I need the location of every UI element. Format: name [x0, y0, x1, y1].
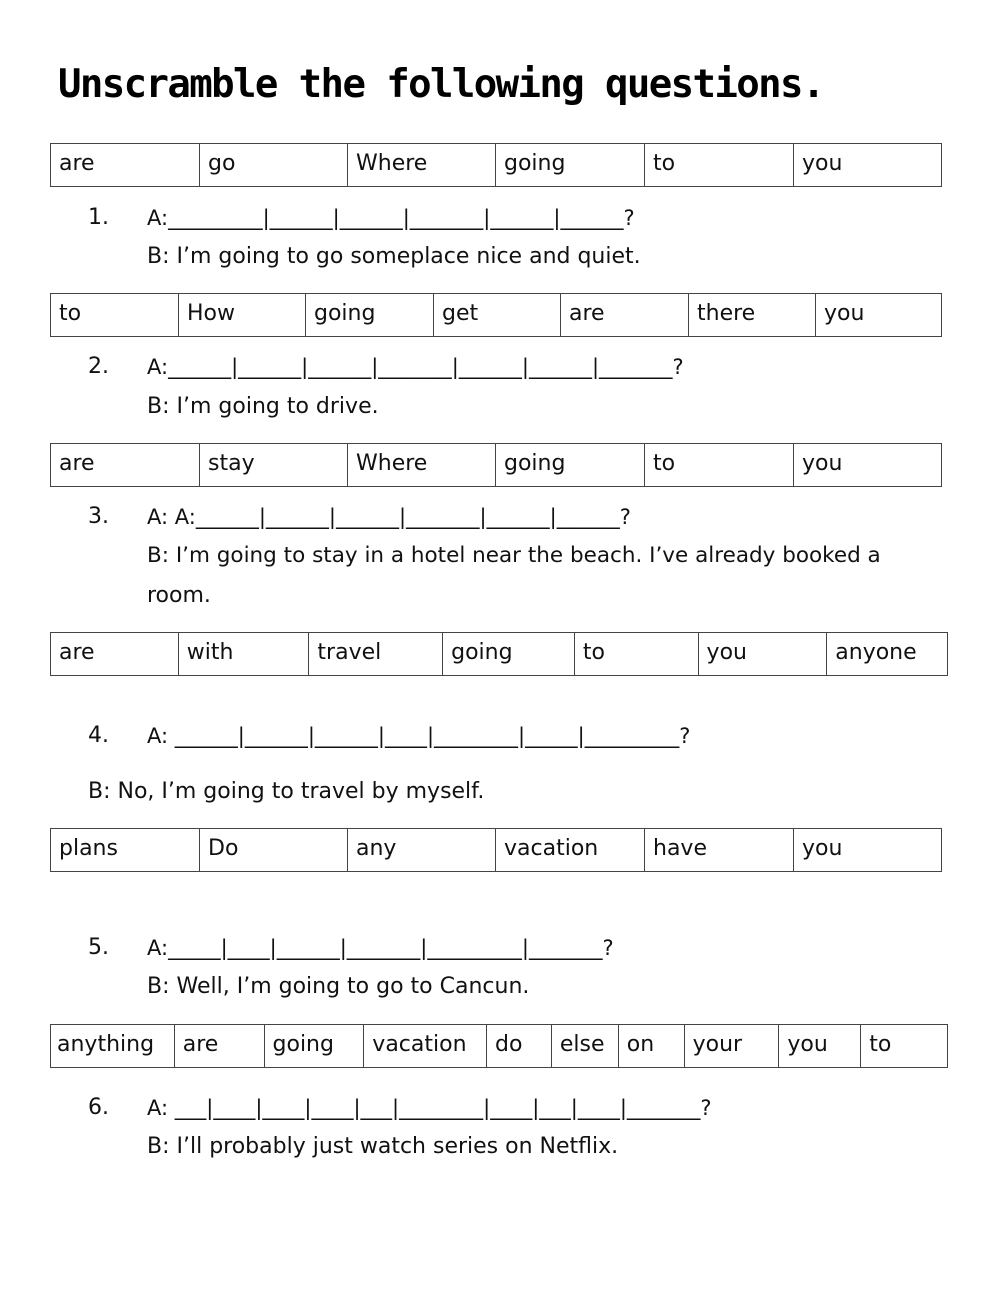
word-cell: to: [869, 1032, 892, 1057]
word-cell: to: [51, 294, 179, 336]
word-cell: Where: [348, 444, 496, 486]
answer-blanks: A:_____|____|______|_______|_________|_______?: [147, 936, 614, 960]
word-cell: with: [179, 633, 310, 675]
word-cell: are: [175, 1025, 265, 1067]
answer-blanks: A: ______|______|______|____|________|_____|_________?: [147, 724, 691, 748]
word-cell: going: [496, 444, 645, 486]
word-cell: you: [802, 836, 843, 861]
word-cell: vacation: [364, 1025, 487, 1067]
question-number: 5.: [88, 935, 109, 960]
word-cell: Do: [200, 829, 348, 871]
question-number: 2.: [88, 354, 109, 379]
answer-blanks: A:_________|______|______|_______|______|______?: [147, 206, 635, 230]
question-number: 1.: [88, 205, 109, 230]
word-cell: you: [699, 633, 828, 675]
word-cell: to: [645, 444, 794, 486]
question-number: 6.: [88, 1095, 109, 1120]
reply-text: B: No, I’m going to travel by myself.: [88, 779, 485, 804]
word-cell: Where: [348, 144, 496, 186]
word-cell: How: [179, 294, 306, 336]
word-cell: your: [685, 1025, 780, 1067]
reply-text: B: I’m going to drive.: [147, 394, 379, 419]
question-number: 4.: [88, 723, 109, 748]
answer-blanks: A: ___|____|____|____|___|________|____|___|____|_______?: [147, 1096, 712, 1120]
word-cell: plans: [51, 829, 200, 871]
word-cell: do: [487, 1025, 552, 1067]
word-cell: get: [434, 294, 561, 336]
answer-blanks: A:______|______|______|_______|______|______|_______?: [147, 355, 684, 379]
word-bank-3: [50, 443, 942, 487]
word-cell: on: [619, 1025, 685, 1067]
worksheet-title: Unscramble the following questions.: [58, 62, 824, 107]
word-bank-2: [50, 293, 942, 337]
word-cell: have: [645, 829, 794, 871]
answer-blanks: A: A:______|______|______|_______|______|______?: [147, 505, 631, 529]
word-bank-1: [50, 143, 942, 187]
word-cell: to: [645, 144, 794, 186]
word-cell: going: [496, 144, 645, 186]
word-cell: are: [51, 633, 179, 675]
question-number: 3.: [88, 504, 109, 529]
word-cell: there: [689, 294, 816, 336]
word-cell: to: [575, 633, 699, 675]
word-cell: anyone: [835, 640, 917, 665]
word-cell: going: [306, 294, 434, 336]
word-cell: you: [802, 151, 843, 176]
word-cell: you: [779, 1025, 861, 1067]
word-cell: going: [443, 633, 575, 675]
word-cell: you: [824, 301, 865, 326]
reply-text: B: I’ll probably just watch series on Netflix.: [147, 1134, 619, 1159]
word-cell: you: [802, 451, 843, 476]
reply-text: room.: [147, 583, 211, 608]
word-cell: else: [552, 1025, 619, 1067]
word-bank-6: [50, 1024, 948, 1068]
word-bank-4: [50, 632, 948, 676]
word-cell: go: [200, 144, 348, 186]
word-cell: anything: [51, 1025, 175, 1067]
word-cell: are: [561, 294, 689, 336]
reply-text: B: I’m going to go someplace nice and quiet.: [147, 244, 641, 269]
word-cell: are: [51, 444, 200, 486]
word-cell: going: [265, 1025, 365, 1067]
word-cell: are: [51, 144, 200, 186]
word-cell: stay: [200, 444, 348, 486]
reply-text: B: Well, I’m going to go to Cancun.: [147, 974, 530, 999]
word-cell: any: [348, 829, 496, 871]
word-bank-5: [50, 828, 942, 872]
word-cell: vacation: [496, 829, 645, 871]
reply-text: B: I’m going to stay in a hotel near the beach. I’ve already booked a: [147, 543, 881, 568]
word-cell: travel: [309, 633, 443, 675]
